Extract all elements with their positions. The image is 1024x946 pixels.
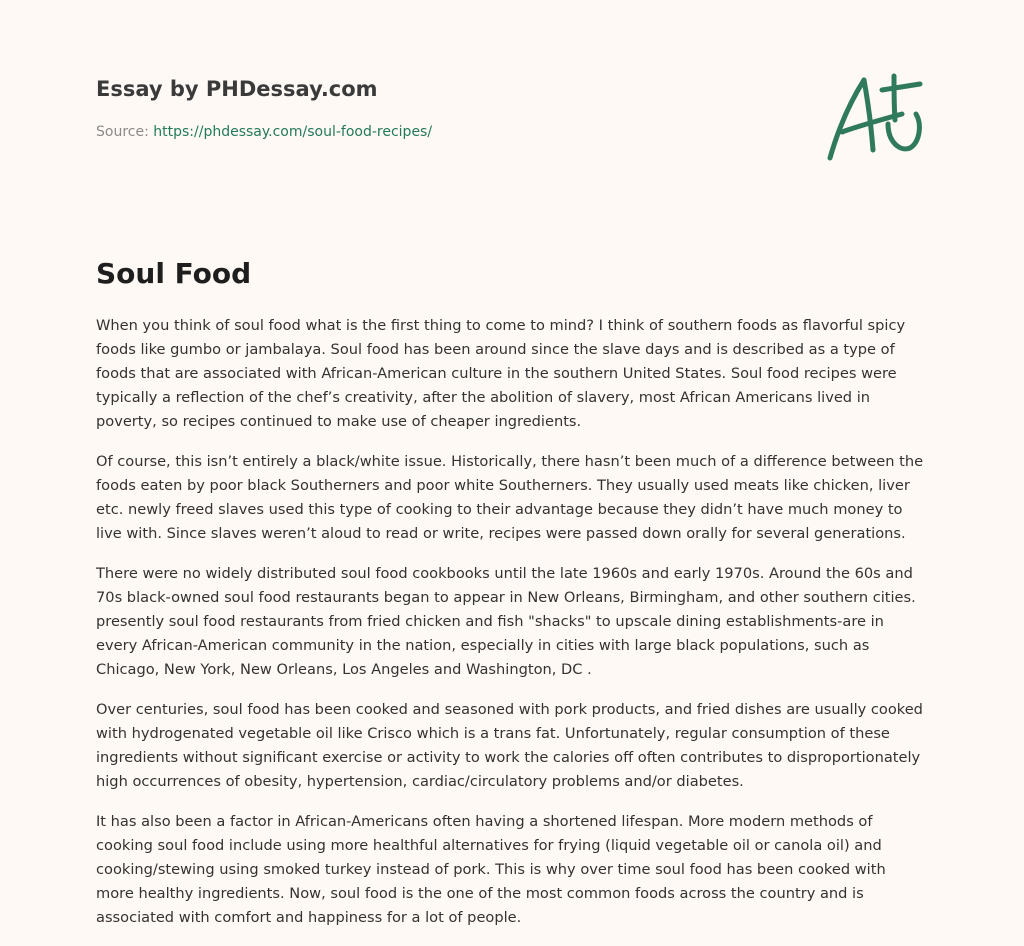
essay-paragraph: There were no widely distributed soul food cookbooks until the late 1960s and early 1970s. Around the 60s and 70s black-owned soul food restaurants began to appear in New Orleans, Birmingham, and other southern cities. presently soul food restaurants from fried chicken and fish "shacks" to upscale dining establishments-are in every African-American community in the nation, especially in cities with large black populations, such as Chicago, New York, New Orleans, Los Angeles and Washington, DC .	[96, 565, 916, 678]
essay-paragraph: Over centuries, soul food has been cooked and seasoned with pork products, and fried dishes are usually cooked with hydrogenated vegetable oil like Crisco which is a trans fat. Unfortunately, regular consumption of these ingredients without significant exercise or activity to work the calories off often contributes to disproportionately high occurrences of obesity, hypertension, cardiac/circulatory problems and/or diabetes.	[96, 701, 923, 790]
a-plus-grade-icon	[824, 68, 928, 164]
source-link[interactable]: https://phdessay.com/soul-food-recipes/	[153, 124, 433, 140]
essay-paragraph: Of course, this isn’t entirely a black/white issue. Historically, there hasn’t been much of a difference between the foods eaten by poor black Southerners and poor white Southerners. They usually used meats like chicken, liver etc. newly freed slaves used this type of cooking to their advantage because they didn’t have much money to live with. Since slaves weren’t aloud to read or write, recipes were passed down orally for several generations.	[96, 453, 924, 542]
essay-body	[96, 314, 928, 946]
essay-paragraph: When you think of soul food what is the first thing to come to mind? I think of southern foods as flavorful spicy foods like gumbo or jambalaya. Soul food has been around since the slave days and is described as a type of foods that are associated with African-American culture in the southern United States. Soul food recipes were typically a reflection of the chef’s creativity, after the abolition of slavery, most African Americans lived in poverty, so recipes continued to make use of cheaper ingredients.	[96, 317, 906, 430]
essay-title: Soul Food	[96, 257, 252, 290]
source-line	[96, 124, 432, 140]
source-label: Source:	[96, 124, 149, 140]
site-title: Essay by PHDessay.com	[96, 77, 378, 101]
essay-paragraph: It has also been a factor in African-Americans often having a shortened lifespan. More modern methods of cooking soul food include using more healthful alternatives for frying (liquid vegetable oil or canola oil) and cooking/stewing using smoked turkey instead of pork. This is why over time soul food has been cooked with more healthy ingredients. Now, soul food is the one of the most common foods across the country and is associated with comfort and happiness for a lot of people.	[96, 813, 886, 926]
